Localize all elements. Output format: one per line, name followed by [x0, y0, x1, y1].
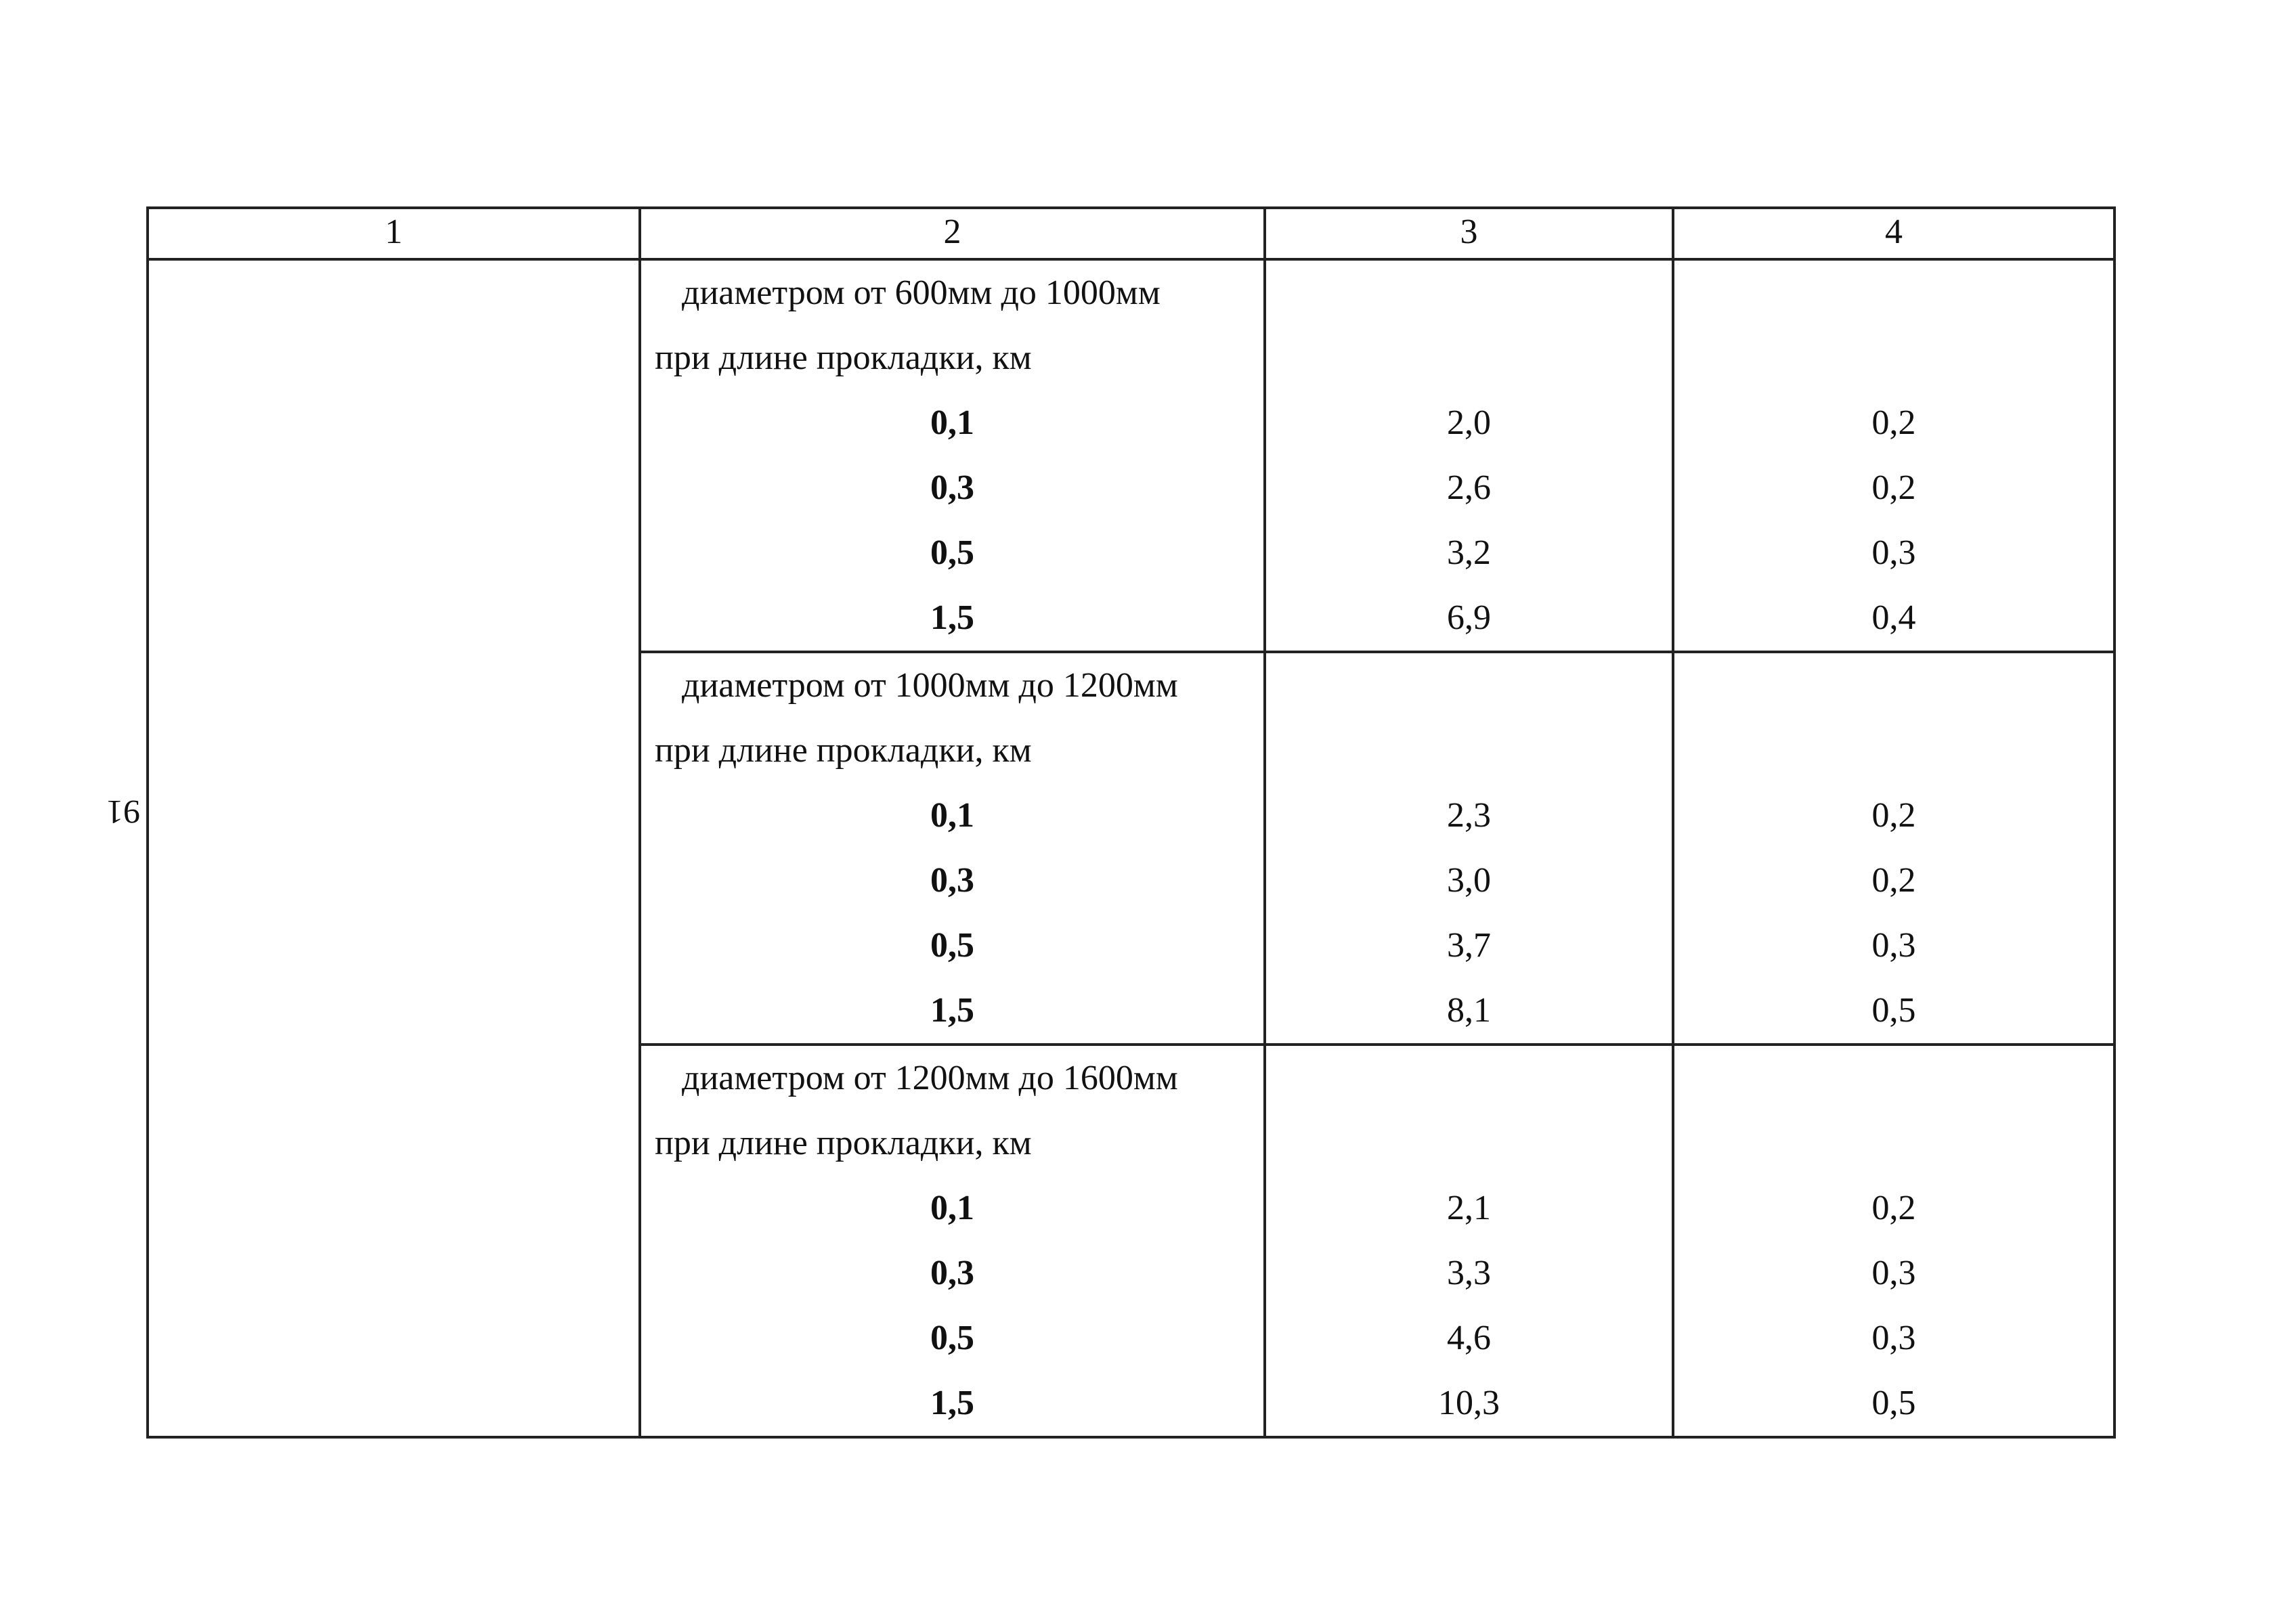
group-col-3	[1266, 1046, 1674, 1436]
length-value: 0,3	[930, 861, 974, 900]
group-title: диаметром от 1200мм до 1600мм	[682, 1059, 1178, 1097]
diameter-groups	[641, 261, 2113, 1436]
length-value: 0,1	[930, 403, 974, 442]
col3-value: 3,7	[1447, 926, 1491, 965]
group-col-4	[1674, 1046, 2113, 1436]
length-value: 0,5	[930, 926, 974, 965]
group-subtitle: при длине прокладки, км	[655, 338, 1032, 377]
col3-value: 6,9	[1447, 598, 1491, 637]
col4-value: 0,3	[1871, 1254, 1916, 1292]
col3-value: 10,3	[1438, 1384, 1500, 1422]
group-col-4	[1674, 261, 2113, 651]
data-table	[146, 206, 2116, 1439]
length-value: 1,5	[930, 1384, 974, 1422]
col4-value: 0,5	[1871, 1384, 1916, 1422]
col4-value: 0,2	[1871, 468, 1916, 507]
col4-value: 0,4	[1871, 598, 1916, 637]
diameter-group-1200-1600	[641, 1046, 2113, 1436]
page-number: 91	[106, 793, 140, 831]
length-value: 0,5	[930, 1319, 974, 1357]
group-col-3	[1266, 261, 1674, 651]
col3-value: 2,6	[1447, 468, 1491, 507]
diameter-group-600-1000	[641, 261, 2113, 653]
col3-value: 2,0	[1447, 403, 1491, 442]
length-value: 0,3	[930, 468, 974, 507]
col3-value: 2,3	[1447, 796, 1491, 835]
group-col-3	[1266, 653, 1674, 1043]
table-header-row	[149, 209, 2113, 261]
col4-value: 0,3	[1871, 1319, 1916, 1357]
header-col-2: 2	[641, 209, 1266, 258]
col4-value: 0,3	[1871, 926, 1916, 965]
col3-value: 4,6	[1447, 1319, 1491, 1357]
group-description	[641, 653, 1266, 1043]
col4-value: 0,2	[1871, 1189, 1916, 1227]
length-value: 0,1	[930, 1189, 974, 1227]
col4-value: 0,2	[1871, 861, 1916, 900]
table-body	[149, 261, 2113, 1436]
header-col-1: 1	[149, 209, 641, 258]
length-value: 1,5	[930, 991, 974, 1030]
diameter-group-1000-1200	[641, 653, 2113, 1046]
header-col-3: 3	[1266, 209, 1674, 258]
length-value: 0,1	[930, 796, 974, 835]
group-description	[641, 1046, 1266, 1436]
col4-value: 0,5	[1871, 991, 1916, 1030]
group-col-4	[1674, 653, 2113, 1043]
col3-value: 3,0	[1447, 861, 1491, 900]
col4-value: 0,2	[1871, 403, 1916, 442]
col4-value: 0,3	[1871, 533, 1916, 572]
group-title: диаметром от 600мм до 1000мм	[682, 273, 1161, 312]
group-subtitle: при длине прокладки, км	[655, 1124, 1032, 1162]
col3-value: 3,2	[1447, 533, 1491, 572]
group-title: диаметром от 1000мм до 1200мм	[682, 666, 1178, 705]
col3-value: 3,3	[1447, 1254, 1491, 1292]
header-col-4: 4	[1885, 213, 1903, 251]
length-value: 0,5	[930, 533, 974, 572]
col4-value: 0,2	[1871, 796, 1916, 835]
group-subtitle: при длине прокладки, км	[655, 731, 1032, 770]
col3-value: 2,1	[1447, 1189, 1491, 1227]
group-description	[641, 261, 1266, 651]
length-value: 1,5	[930, 598, 974, 637]
column-1-empty	[149, 261, 641, 1436]
col3-value: 8,1	[1447, 991, 1491, 1030]
length-value: 0,3	[930, 1254, 974, 1292]
